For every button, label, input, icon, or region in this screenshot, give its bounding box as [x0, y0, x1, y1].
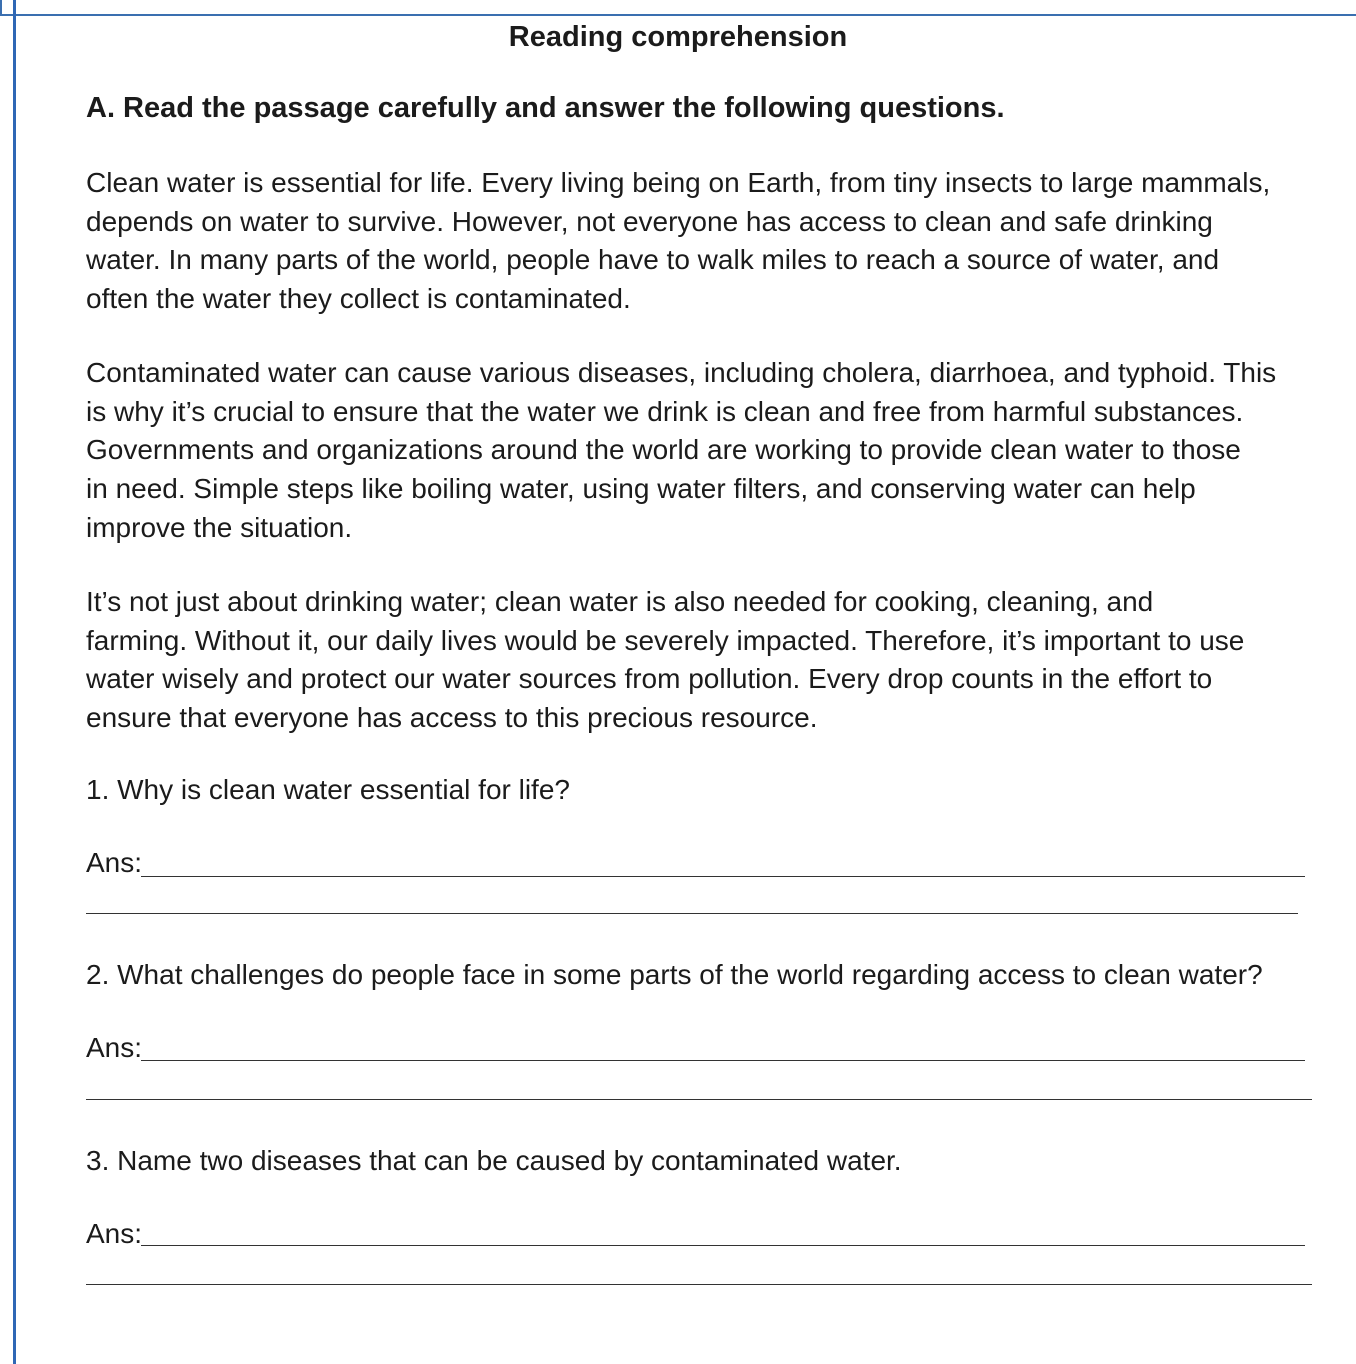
question-1: 1. Why is clean water essential for life?: [86, 774, 570, 805]
passage-line: ensure that everyone has access to this precious resource.: [86, 702, 818, 734]
passage-line: water. In many parts of the world, people have to walk miles to reach a source of water, and: [86, 244, 1220, 276]
answer-line-3b[interactable]: [86, 1284, 1312, 1285]
question-2: 2. What challenges do people face in some parts of the world regarding access to clean water?: [86, 959, 1263, 990]
passage-line: water wisely and protect our water sources from pollution. Every drop counts in the effort to: [86, 663, 1213, 695]
worksheet-title: Reading comprehension: [508, 21, 848, 53]
passage-paragraph-3: [86, 583, 1244, 738]
passage-line: farming. Without it, our daily lives would be severely impacted. Therefore, it’s important to use: [86, 624, 1245, 656]
passage-line: Contaminated water can cause various diseases, including cholera, diarrhoea, and typhoid. This: [86, 357, 1277, 388]
answer-line-3a[interactable]: [141, 1245, 1305, 1246]
passage-line: in need. Simple steps like boiling water, using water filters, and conserving water can help: [86, 473, 1196, 505]
passage-paragraph-1: [86, 164, 1270, 319]
passage-line: depends on water to survive. However, not everyone has access to clean and safe drinking: [86, 205, 1213, 237]
section-instruction: A. Read the passage carefully and answer the following questions.: [86, 92, 1005, 124]
passage-paragraph-2: [86, 354, 1276, 548]
answer-line-1b[interactable]: [86, 913, 1298, 914]
passage-line: It’s not just about drinking water; clean water is also needed for cooking, cleaning, and: [86, 586, 1154, 617]
page-frame-left-border: [13, 0, 16, 1364]
answer-label-3: Ans:: [86, 1218, 143, 1249]
answer-line-1a[interactable]: [141, 876, 1305, 877]
passage-line: improve the situation.: [86, 511, 353, 543]
passage-line: Clean water is essential for life. Every living being on Earth, from tiny insects to large mammals,: [86, 167, 1271, 198]
question-3: 3. Name two diseases that can be caused by contaminated water.: [86, 1145, 902, 1176]
answer-label-2: Ans:: [86, 1032, 143, 1063]
answer-label-1: Ans:: [86, 847, 143, 878]
passage-line: is why it’s crucial to ensure that the water we drink is clean and free from harmful substances.: [86, 395, 1244, 427]
answer-line-2b[interactable]: [86, 1099, 1312, 1100]
answer-line-2a[interactable]: [141, 1060, 1305, 1061]
passage-line: Governments and organizations around the world are working to provide clean water to those: [86, 434, 1241, 466]
page-frame-top-border: [0, 14, 1356, 16]
passage-line: often the water they collect is contaminated.: [86, 283, 631, 315]
